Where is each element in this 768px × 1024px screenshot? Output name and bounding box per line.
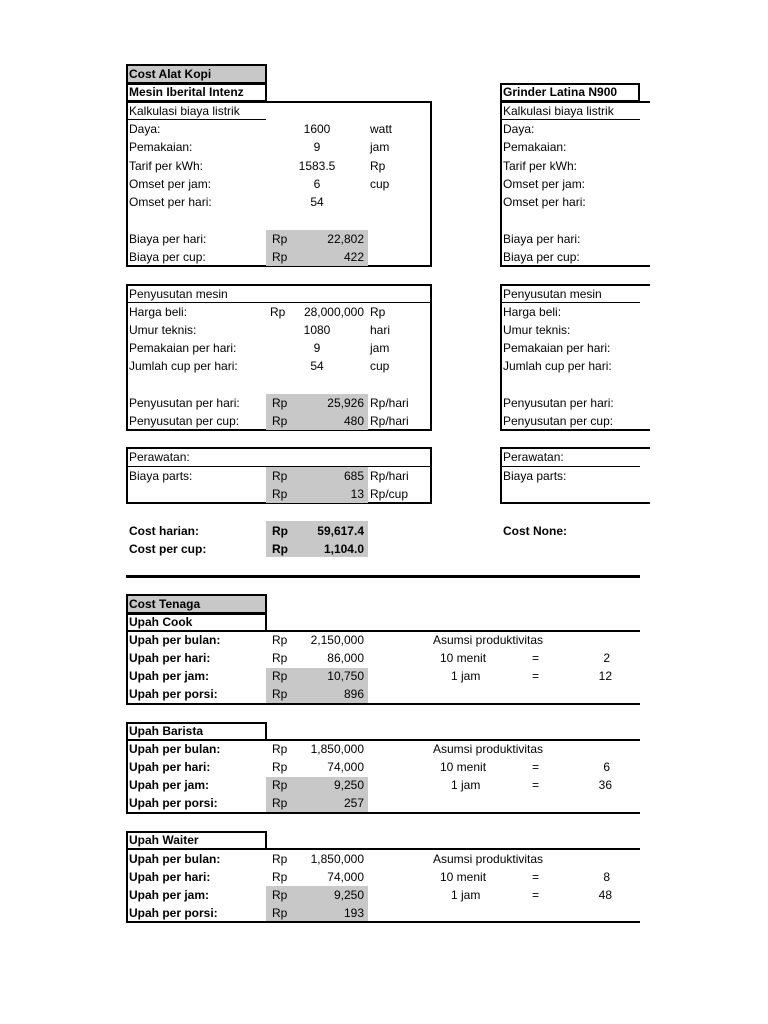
cost-cup-label: Cost per cup: [129,542,207,556]
barista-porsi-label: Upah per porsi: [129,796,218,810]
waiter-porsi-rp: Rp [272,906,288,920]
biaya-cup-rp: Rp [272,250,288,264]
peny-hari-value: 25,926 [327,396,364,410]
grinder-omset-jam-label: Omset per jam: [503,177,586,191]
cook-jam-rp: Rp [272,669,288,683]
waiter-jam-label: Upah per jam: [129,888,210,902]
jumlah-cup-label: Jumlah cup per hari: [129,359,238,373]
waiter-hari-label: Upah per hari: [129,870,211,884]
penyusutan-header-underline [127,302,430,303]
cook-porsi-rp: Rp [272,687,288,701]
waiter-jam-value: 9,250 [333,888,364,902]
waiter-asumsi: Asumsi produktivitas [433,852,544,866]
harga-label: Harga beli: [129,305,188,319]
cook-eq-2: = [532,669,540,683]
barista-menit: 10 menit [440,760,487,774]
grinder-perawatan-header: Perawatan: [503,450,564,464]
harga-unit: Rp [370,305,386,319]
barista-jam-label: Upah per jam: [129,778,210,792]
grinder-penyusutan-underline [501,302,640,303]
cook-bulan-value: 2,150,000 [310,633,364,647]
barista-hari-value: 74,000 [327,760,364,774]
peny-cup-value: 480 [343,414,364,428]
barista-name: Upah Barista [129,724,204,738]
pemakaian-hari-unit: jam [370,341,390,355]
peny-cup-rp: Rp [272,414,288,428]
daya-value: 1600 [303,122,331,136]
grinder-listrik-underline [501,119,640,120]
omset-hari-value: 54 [310,195,324,209]
pemakaian-hari-value: 9 [313,341,321,355]
omset-jam-label: Omset per jam: [129,177,212,191]
waiter-eq-2: = [532,888,540,902]
barista-eq-1: = [532,760,540,774]
waiter-hari-rp: Rp [272,870,288,884]
biaya-cup-label: Biaya per cup: [129,250,206,264]
peny-hari-unit: Rp/hari [370,396,409,410]
cook-porsi-label: Upah per porsi: [129,687,218,701]
cost-harian-value: 59,617.4 [317,524,364,538]
grinder-title: Grinder Latina N900 [503,85,618,99]
barista-top-line [126,739,640,741]
cost-harian-label: Cost harian: [129,524,200,538]
peny-hari-rp: Rp [272,396,288,410]
grinder-omset-hari-label: Omset per hari: [503,195,586,209]
grinder-daya-label: Daya: [503,122,535,136]
grinder-penyusutan-header: Penyusutan mesin [503,287,602,301]
barista-porsi-rp: Rp [272,796,288,810]
grinder-listrik-header: Kalkulasi biaya listrik [503,104,614,118]
peny-cup-unit: Rp/hari [370,414,409,428]
cook-hari-label: Upah per hari: [129,651,211,665]
cook-bulan-label: Upah per bulan: [129,633,221,647]
waiter-porsi-value: 193 [343,906,364,920]
waiter-bulan-rp: Rp [272,852,288,866]
parts-cup-unit: Rp/cup [370,487,409,501]
biaya-hari-value: 22,802 [327,232,364,246]
pemakaian-value: 9 [313,140,321,154]
barista-hari-rp: Rp [272,760,288,774]
grinder-pemakaian-label: Pemakaian: [503,140,567,154]
grinder-tarif-label: Tarif per kWh: [503,159,578,173]
barista-hari-label: Upah per hari: [129,760,211,774]
parts-rp: Rp [272,469,288,483]
cost-none-label: Cost None: [503,524,567,538]
cook-bulan-rp: Rp [272,633,288,647]
tarif-unit: Rp [370,159,386,173]
barista-eq-2: = [532,778,540,792]
grinder-pemakaian-hari-label: Pemakaian per hari: [503,341,611,355]
jumlah-cup-value: 54 [310,359,324,373]
biaya-cup-value: 422 [343,250,364,264]
tenaga-title: Cost Tenaga [129,597,201,611]
parts-label: Biaya parts: [129,469,193,483]
cook-jam-unit: 1 jam [451,669,481,683]
grinder-biaya-cup-label: Biaya per cup: [503,250,580,264]
waiter-top-line [126,848,640,850]
omset-hari-label: Omset per hari: [129,195,212,209]
grinder-jumlah-cup-label: Jumlah cup per hari: [503,359,612,373]
umur-label: Umur teknis: [129,323,197,337]
cost-cup-value: 1,104.0 [323,542,364,556]
grinder-peny-cup-label: Penyusutan per cup: [503,414,614,428]
daya-unit: watt [370,122,393,136]
barista-jam-value: 9,250 [333,778,364,792]
listrik-header-underline [127,119,266,120]
jumlah-cup-unit: cup [370,359,390,373]
barista-bulan-rp: Rp [272,742,288,756]
barista-p60: 36 [598,778,612,792]
waiter-left-border [126,849,128,923]
perawatan-header: Perawatan: [129,450,190,464]
tarif-value: 1583.5 [298,159,336,173]
waiter-hari-value: 74,000 [327,870,364,884]
parts-cup-value: 13 [350,487,364,501]
barista-jam-unit: 1 jam [451,778,481,792]
waiter-jam-rp: Rp [272,888,288,902]
waiter-jam-unit: 1 jam [451,888,481,902]
cook-hari-rp: Rp [272,651,288,665]
listrik-header: Kalkulasi biaya listrik [129,104,240,118]
omset-jam-value: 6 [313,177,321,191]
cook-menit: 10 menit [440,651,487,665]
cost-cup-rp: Rp [272,542,288,556]
peny-hari-label: Penyusutan per hari: [129,396,240,410]
umur-value: 1080 [303,323,331,337]
waiter-p60: 48 [598,888,612,902]
umur-unit: hari [370,323,391,337]
grinder-peny-hari-label: Penyusutan per hari: [503,396,614,410]
grinder-parts-label: Biaya parts: [503,469,567,483]
daya-label: Daya: [129,122,161,136]
cook-jam-label: Upah per jam: [129,669,210,683]
waiter-name: Upah Waiter [129,833,199,847]
cook-porsi-value: 896 [343,687,364,701]
penyusutan-header: Penyusutan mesin [129,287,228,301]
grinder-biaya-hari-label: Biaya per hari: [503,232,581,246]
cook-hari-value: 86,000 [327,651,364,665]
pemakaian-hari-label: Pemakaian per hari: [129,341,237,355]
parts-value: 685 [343,469,364,483]
tarif-label: Tarif per kWh: [129,159,204,173]
cook-p10: 2 [603,651,610,665]
cook-asumsi: Asumsi produktivitas [433,633,544,647]
barista-bulan-label: Upah per bulan: [129,742,221,756]
grinder-harga-label: Harga beli: [503,305,562,319]
cook-p60: 12 [598,669,612,683]
harga-rp: Rp [270,305,286,319]
waiter-menit: 10 menit [440,870,487,884]
waiter-bulan-value: 1,850,000 [310,852,364,866]
cook-top-line [126,630,640,632]
waiter-bottom-line [126,921,640,923]
peny-cup-label: Penyusutan per cup: [129,414,240,428]
section-divider [126,575,640,578]
waiter-bulan-label: Upah per bulan: [129,852,221,866]
cook-jam-value: 10,750 [327,669,364,683]
grinder-perawatan-underline [501,466,640,467]
grinder-umur-label: Umur teknis: [503,323,571,337]
pemakaian-unit: jam [370,140,390,154]
cook-bottom-line [126,703,640,705]
barista-porsi-value: 257 [343,796,364,810]
cook-left-border [126,631,128,705]
biaya-hari-rp: Rp [272,232,288,246]
cost-harian-rp: Rp [272,524,288,538]
biaya-hari-label: Biaya per hari: [129,232,207,246]
pemakaian-label: Pemakaian: [129,140,193,154]
harga-value: 28,000,000 [303,305,364,319]
barista-bulan-value: 1,850,000 [310,742,364,756]
waiter-eq-1: = [532,870,540,884]
parts-cup-rp: Rp [272,487,288,501]
barista-bottom-line [126,812,640,814]
mesin-title: Mesin Iberital Intenz [129,85,244,99]
barista-jam-rp: Rp [272,778,288,792]
barista-asumsi: Asumsi produktivitas [433,742,544,756]
parts-unit: Rp/hari [370,469,409,483]
page-title: Cost Alat Kopi [129,67,212,81]
waiter-porsi-label: Upah per porsi: [129,906,218,920]
barista-left-border [126,740,128,814]
waiter-p10: 8 [603,870,610,884]
cook-name: Upah Cook [129,615,193,629]
omset-jam-unit: cup [370,177,390,191]
cook-eq-1: = [532,651,540,665]
barista-p10: 6 [603,760,610,774]
